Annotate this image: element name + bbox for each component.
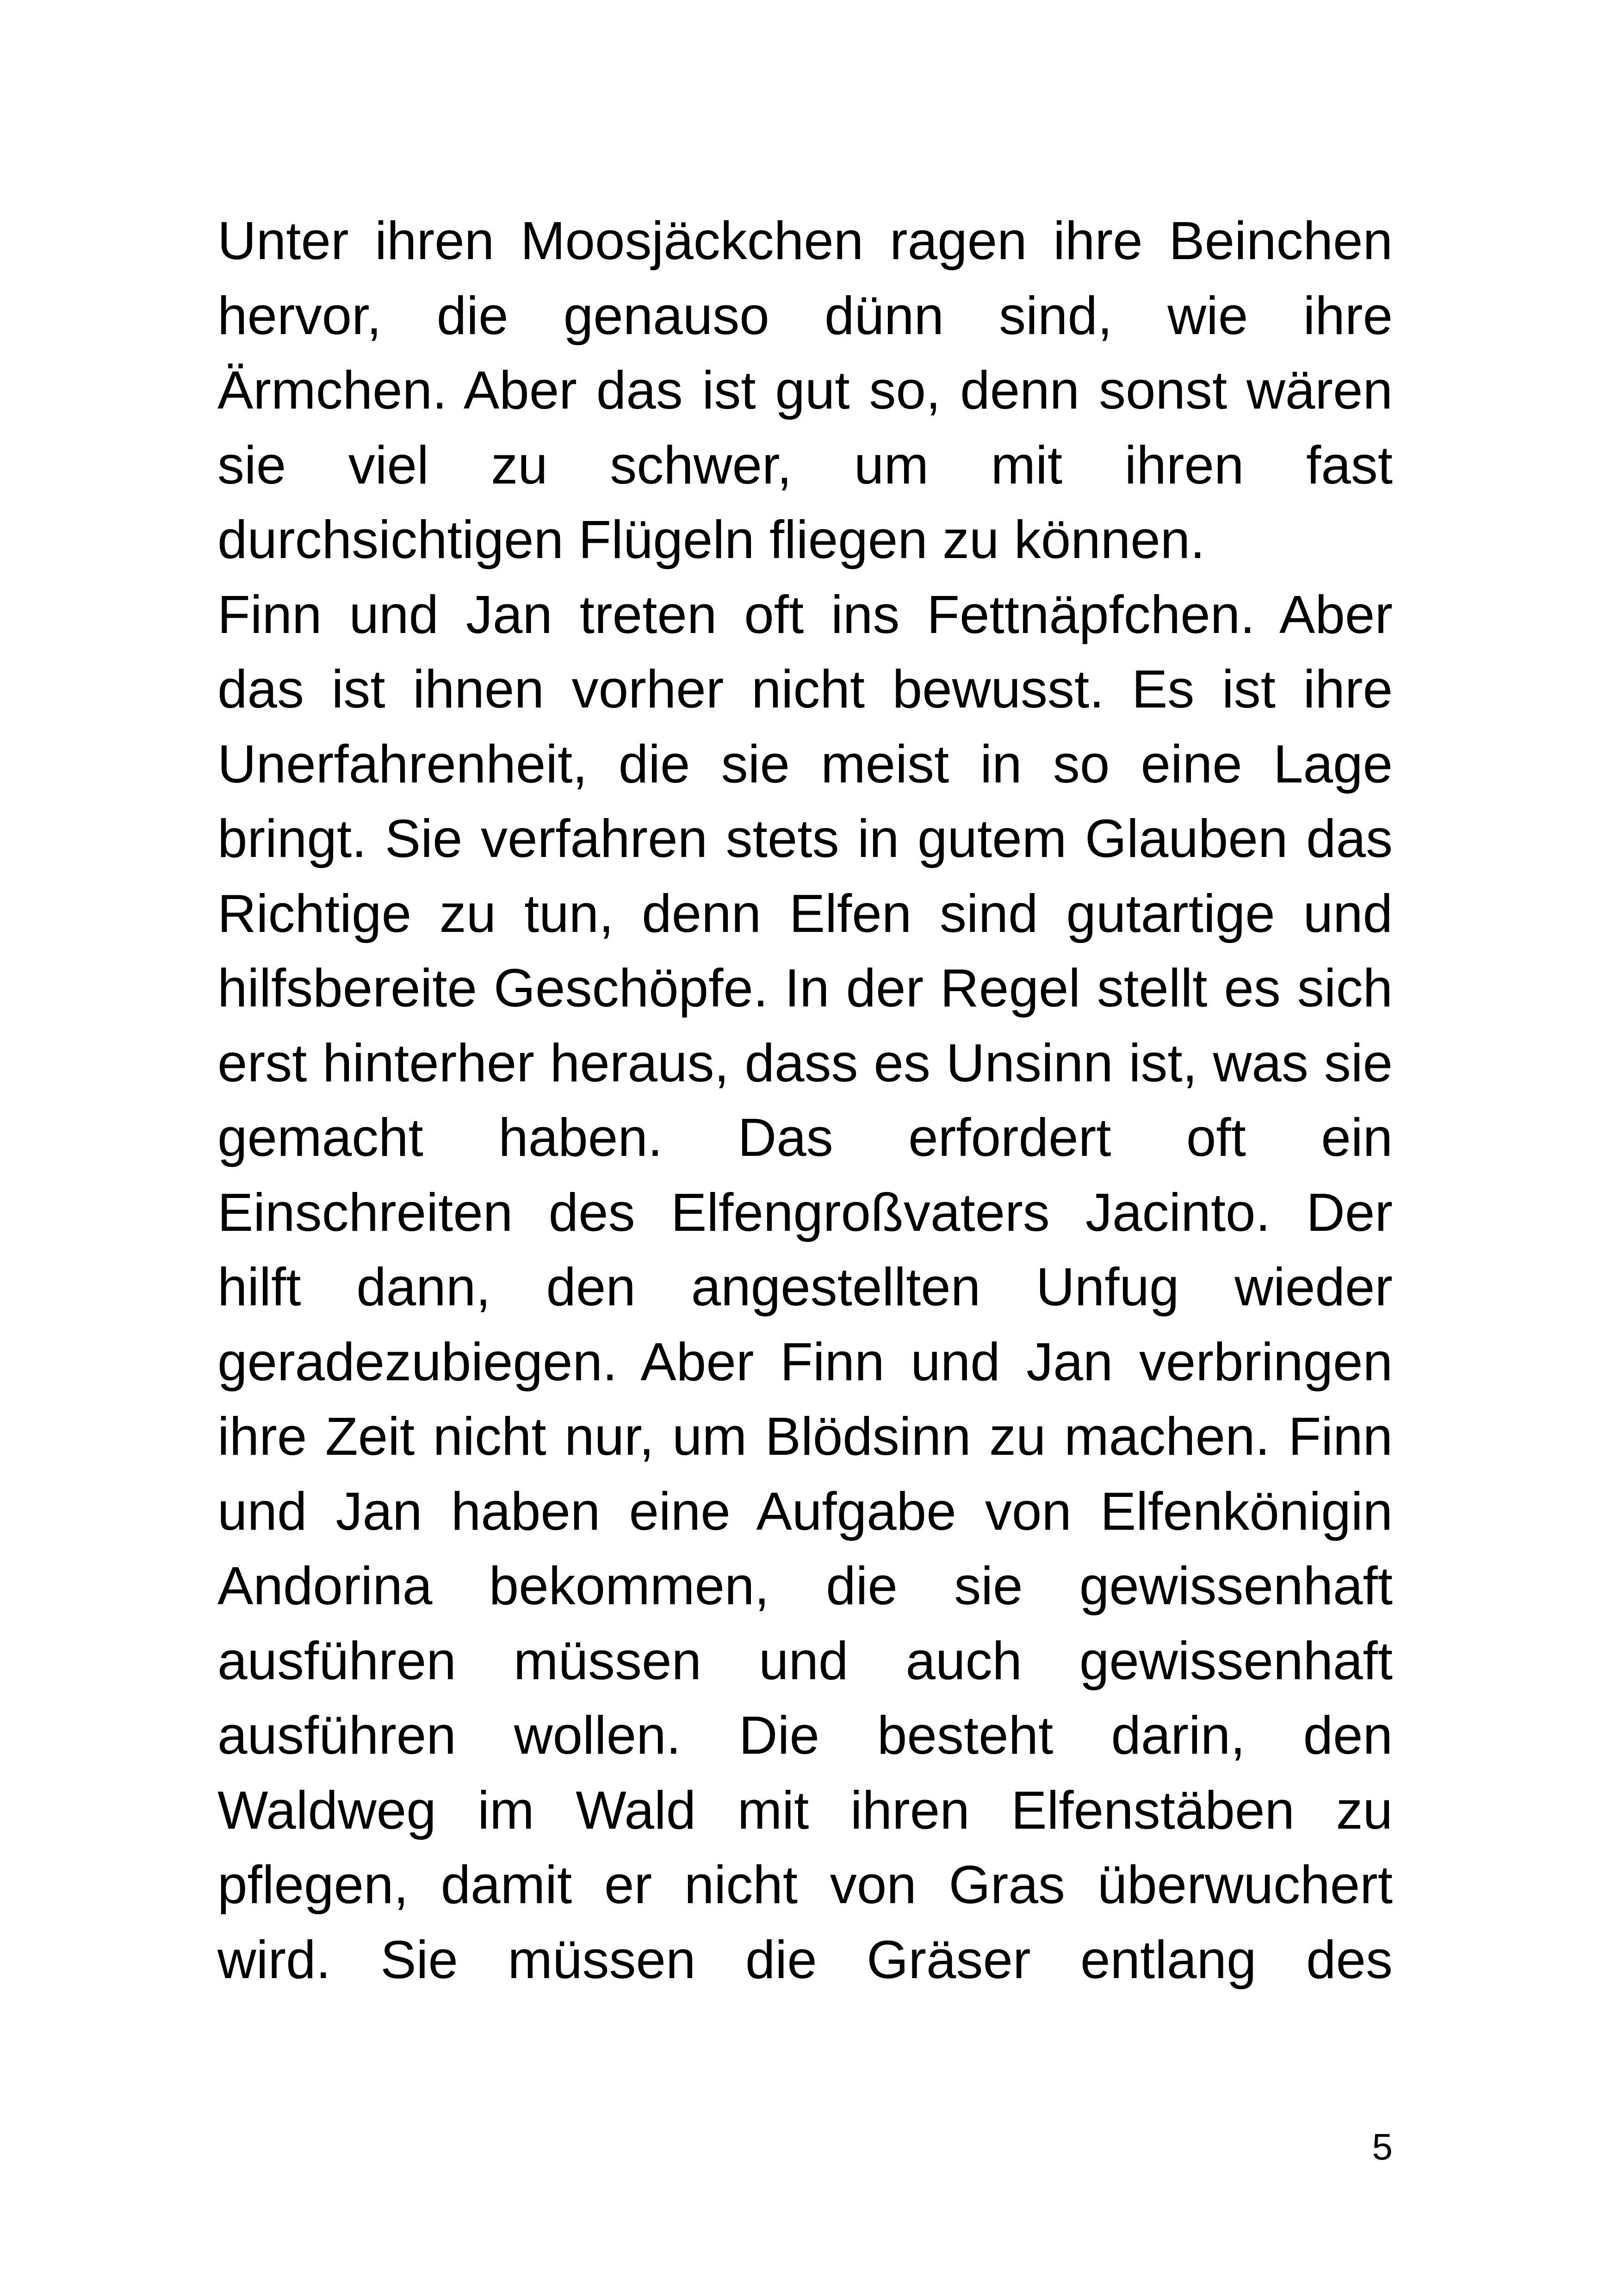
page-number: 5 [1372,2126,1393,2167]
text-line: Andorina bekommen, die sie gewissenhaft [217,1556,1393,1616]
text-line: erst hinterher heraus, dass es Unsinn ist, was sie [217,1032,1393,1093]
text-line: hilfsbereite Geschöpfe. In der Regel stellt es sich [217,958,1393,1018]
text-line: sie viel zu schwer, um mit ihren fast [217,434,1393,495]
text-line: Einschreiten des Elfengroßvaters Jacinto. Der [217,1182,1393,1242]
text-line: wird. Sie müssen die Gräser entlang des [217,1929,1393,1990]
text-line: Ärmchen. Aber das ist gut so, denn sonst wären [217,360,1393,420]
text-line: Finn und Jan treten oft ins Fettnäpfchen. Aber [217,584,1393,645]
text-line: durchsichtigen Flügeln fliegen zu können. [217,509,1205,570]
text-line: geradezubiegen. Aber Finn und Jan verbringen [217,1331,1393,1392]
text-line: Unerfahrenheit, die sie meist in so eine Lage [217,733,1393,794]
text-line: Richtige zu tun, denn Elfen sind gutartige und [217,883,1393,943]
text-line: Unter ihren Moosjäckchen ragen ihre Beinchen [217,211,1393,271]
text-line: Waldweg im Wald mit ihren Elfenstäben zu [217,1780,1393,1840]
text-line: gemacht haben. Das erfordert oft ein [217,1107,1393,1167]
text-line: ihre Zeit nicht nur, um Blödsinn zu machen. Finn [217,1406,1393,1466]
text-line: ausführen wollen. Die besteht darin, den [217,1705,1393,1765]
text-line: und Jan haben eine Aufgabe von Elfenkönigin [217,1481,1393,1541]
text-line: hilft dann, den angestellten Unfug wieder [217,1257,1393,1317]
text-line: das ist ihnen vorher nicht bewusst. Es ist ihre [217,659,1393,719]
text-line: hervor, die genauso dünn sind, wie ihre [217,285,1393,346]
text-line: pflegen, damit er nicht von Gras überwuchert [217,1855,1393,1915]
text-line: ausführen müssen und auch gewissenhaft [217,1630,1393,1691]
body-text [217,204,1393,1997]
text-line: bringt. Sie verfahren stets in gutem Glauben das [217,808,1393,869]
